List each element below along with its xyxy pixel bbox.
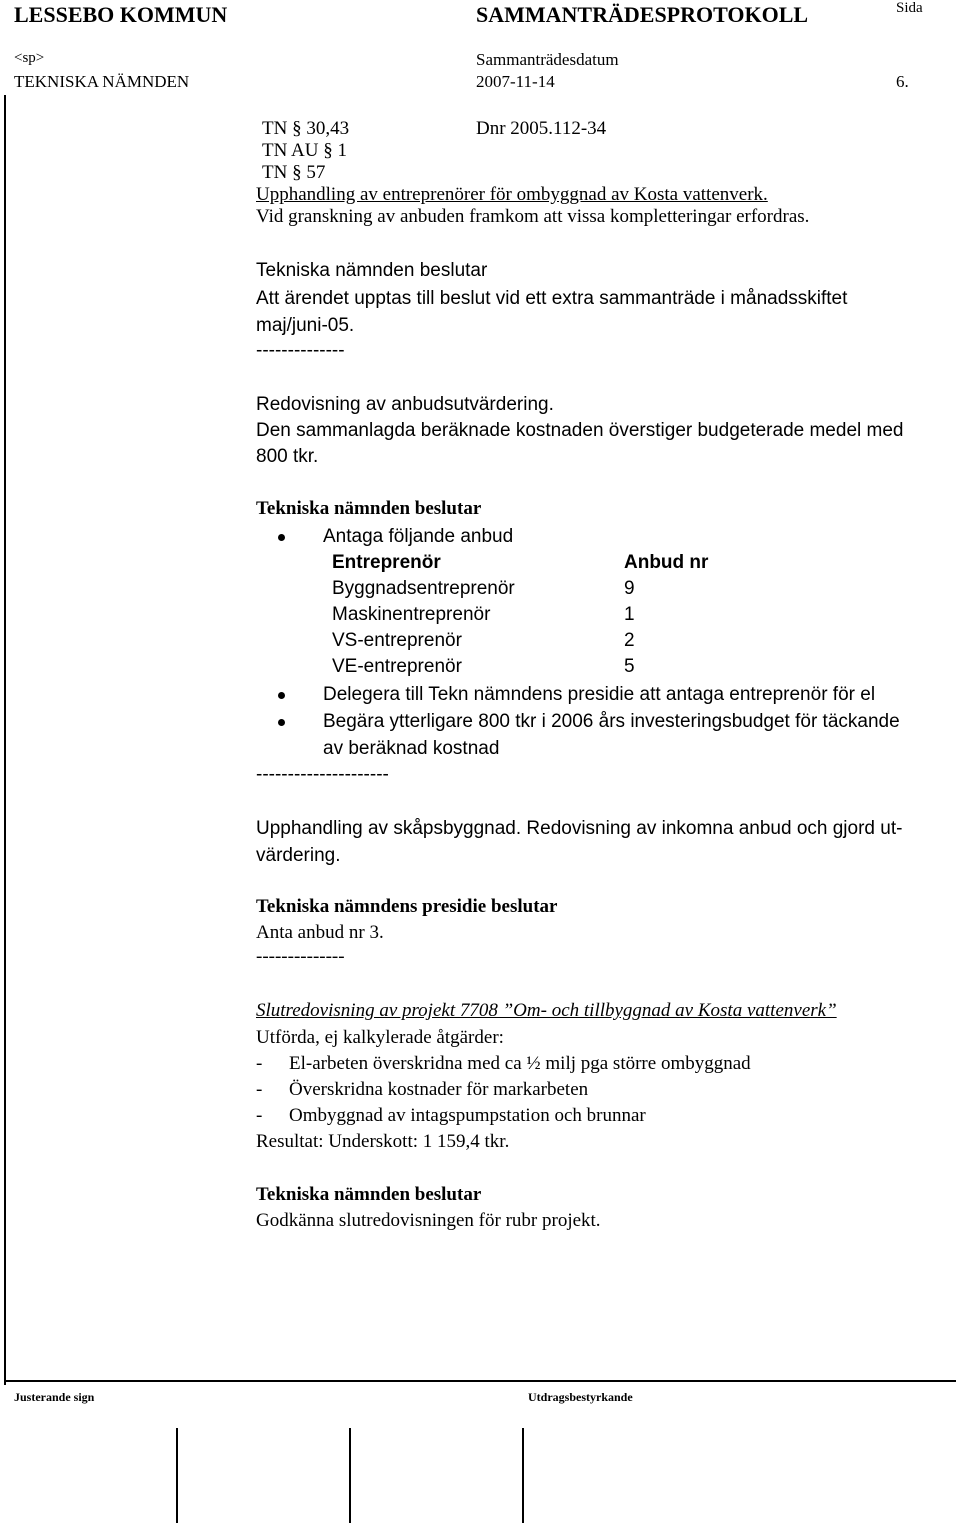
signature-box-divider (176, 1428, 178, 1523)
document-type: SAMMANTRÄDESPROTOKOLL (476, 2, 809, 27)
meeting-date: 2007-11-14 (476, 72, 555, 91)
table-header-contractor: Entreprenör (332, 552, 441, 573)
table-row-contractor: VE-entreprenör (332, 656, 462, 677)
final-report-title: Slutredovisning av projekt 7708 ”Om- och tillbyggnad av Kosta vattenverk” (256, 1000, 837, 1021)
separator-1: -------------- (256, 340, 345, 361)
section-ref-3: TN § 57 (262, 162, 326, 183)
report-line-3: 800 tkr. (256, 446, 319, 467)
footer-divider (4, 1380, 956, 1382)
procurement-line-2: värdering. (256, 845, 341, 866)
bullet-icon (278, 534, 285, 541)
table-row-bid-number: 5 (624, 656, 635, 677)
page-number: 6. (896, 72, 909, 91)
table-header-bid-number: Anbud nr (624, 552, 709, 573)
bullet-item-1: Antaga följande anbud (323, 526, 514, 547)
table-row-contractor: VS-entreprenör (332, 630, 462, 651)
municipality-name: LESSEBO KOMMUN (14, 2, 228, 27)
decision-heading-1: Tekniska nämnden beslutar (256, 260, 488, 281)
decision-text-3: Godkänna slutredovisningen för rubr projekt. (256, 1210, 601, 1231)
dash-icon: - (256, 1079, 263, 1100)
table-row-bid-number: 2 (624, 630, 635, 651)
decision-text-1a: Att ärendet upptas till beslut vid ett extra sammanträde i månadsskiftet (256, 288, 848, 309)
table-row-bid-number: 9 (624, 578, 635, 599)
table-row-bid-number: 1 (624, 604, 635, 625)
bullet-item-3a: Begära ytterligare 800 tkr i 2006 års investeringsbudget för täckande (323, 711, 900, 732)
dash-icon: - (256, 1053, 263, 1074)
date-label: Sammanträdesdatum (476, 50, 619, 69)
bullet-item-3b: av beräknad kostnad (323, 738, 500, 759)
result-line: Resultat: Underskott: 1 159,4 tkr. (256, 1131, 510, 1152)
case-title: Upphandling av entreprenörer för ombyggnad av Kosta vattenverk. (256, 184, 768, 205)
report-line-2: Den sammanlagda beräknade kostnaden överstiger budgeterade medel med (256, 420, 904, 441)
table-row-contractor: Maskinentreprenör (332, 604, 491, 625)
diary-number: Dnr 2005.112-34 (476, 118, 607, 139)
procurement-line-1: Upphandling av skåpsbyggnad. Redovisning av inkomna anbud och gjord ut- (256, 818, 903, 839)
sign-label: Justerande sign (14, 1390, 95, 1404)
committee-name: TEKNISKA NÄMNDEN (14, 72, 190, 91)
separator-3: -------------- (256, 946, 345, 967)
presidium-heading: Tekniska nämndens presidie beslutar (256, 896, 558, 917)
bullet-icon (278, 719, 285, 726)
sp-tag: <sp> (14, 50, 45, 66)
decision-heading-2: Tekniska nämnden beslutar (256, 498, 482, 519)
report-line-1: Redovisning av anbudsutvärdering. (256, 394, 554, 415)
presidium-decision: Anta anbud nr 3. (256, 922, 384, 943)
table-row-contractor: Byggnadsentreprenör (332, 578, 515, 599)
left-margin-line (4, 95, 6, 1385)
signature-box-divider (522, 1428, 524, 1523)
separator-2: --------------------- (256, 764, 389, 785)
list-item: Överskridna kostnader för markarbeten (289, 1079, 589, 1100)
section-ref-1: TN § 30,43 (262, 118, 350, 139)
final-report-intro: Utförda, ej kalkylerade åtgärder: (256, 1027, 504, 1048)
dash-icon: - (256, 1105, 263, 1126)
bullet-item-2: Delegera till Tekn nämndens presidie att antaga entreprenör för el (323, 684, 876, 705)
section-ref-2: TN AU § 1 (262, 140, 347, 161)
decision-heading-3: Tekniska nämnden beslutar (256, 1184, 482, 1205)
case-intro: Vid granskning av anbuden framkom att vissa kompletteringar erfordras. (256, 206, 810, 227)
bullet-icon (278, 692, 285, 699)
page-label: Sida (896, 0, 923, 16)
decision-text-1b: maj/juni-05. (256, 315, 355, 336)
signature-box-divider (349, 1428, 351, 1523)
list-item: El-arbeten överskridna med ca ½ milj pga större ombyggnad (289, 1053, 751, 1074)
extract-label: Utdragsbestyrkande (528, 1390, 633, 1404)
list-item: Ombyggnad av intagspumpstation och brunnar (289, 1105, 646, 1126)
